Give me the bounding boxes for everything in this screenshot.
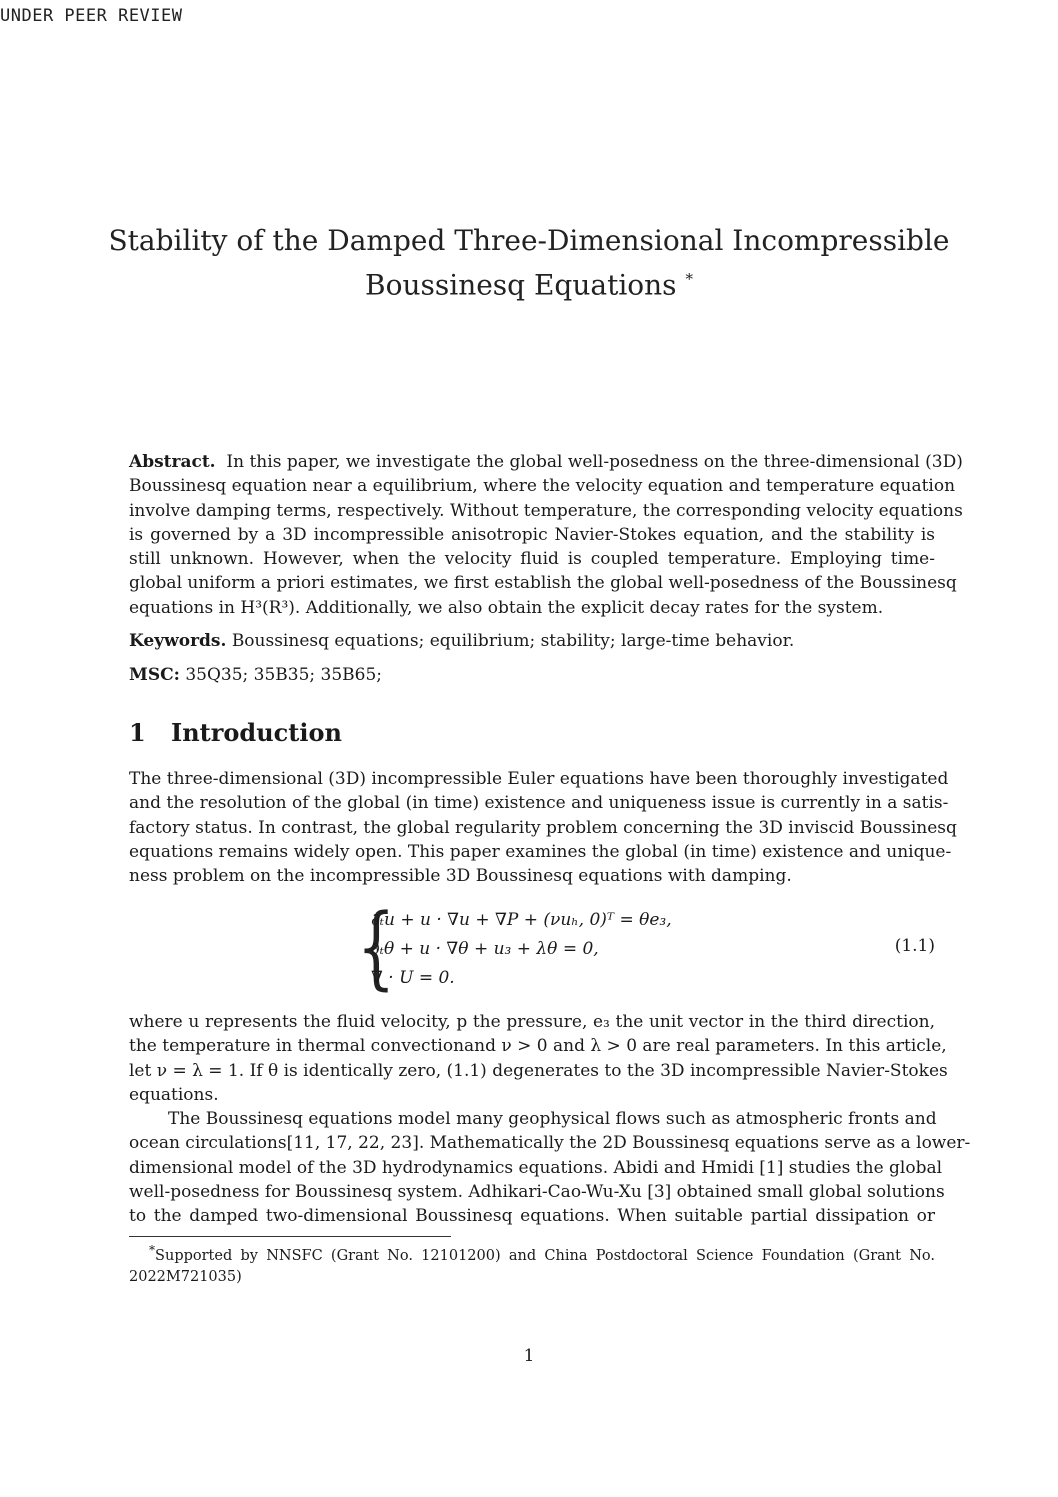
abstract xyxy=(129,450,963,620)
intro-line: and the resolution of the global (in time) existence and uniqueness issue is currently in a satis- xyxy=(129,793,949,814)
equation-number: (1.1) xyxy=(894,936,935,956)
title-line-1: Stability of the Damped Three-Dimensional Incompressible xyxy=(108,224,950,257)
intro-line: The three-dimensional (3D) incompressible Euler equations have been thoroughly investigated xyxy=(129,769,949,789)
body-line: dimensional model of the 3D hydrodynamics equations. Abidi and Hmidi [1] studies the global xyxy=(129,1157,943,1178)
body-line: let ν = λ = 1. If θ is identically zero, (1.1) degenerates to the 3D incompressible Navier-Stokes xyxy=(129,1060,948,1081)
equation-1-1 xyxy=(357,895,937,1001)
title-footnote-mark: * xyxy=(685,270,693,288)
msc-label: MSC: xyxy=(129,665,180,685)
body-line: The Boussinesq equations model many geophysical flows such as atmospheric fronts and xyxy=(168,1109,937,1129)
intro-line: ness problem on the incompressible 3D Boussinesq equations with damping. xyxy=(129,866,792,887)
keywords-text: Boussinesq equations; equilibrium; stability; large-time behavior. xyxy=(231,631,795,651)
intro-paragraph xyxy=(129,767,957,888)
keywords xyxy=(129,629,935,653)
body-line: to the damped two-dimensional Boussinesq equations. When suitable partial dissipation or xyxy=(129,1206,935,1227)
equation-line: ∇ · U = 0. xyxy=(371,968,455,988)
section-heading xyxy=(129,718,342,747)
second-paragraph xyxy=(129,1107,971,1228)
footnote-line: 2022M721035) xyxy=(129,1268,242,1285)
abstract-line: In this paper, we investigate the global well-posedness on the three-dimensional (3D) xyxy=(226,452,963,472)
msc xyxy=(129,663,935,687)
body-line: ocean circulations[11, 17, 22, 23]. Mathematically the 2D Boussinesq equations serve as a lower- xyxy=(129,1133,971,1154)
abstract-line: global uniform a priori estimates, we first establish the global well-posedness of the Boussinesq xyxy=(129,573,957,594)
footnote-rule xyxy=(129,1236,451,1237)
abstract-line: is governed by a 3D incompressible anisotropic Navier-Stokes equation, and the stability is xyxy=(129,524,935,545)
intro-line: equations remains widely open. This paper examines the global (in time) existence and unique- xyxy=(129,841,952,862)
intro-line: factory status. In contrast, the global regularity problem concerning the 3D inviscid Boussinesq xyxy=(129,817,957,838)
body-line: where u represents the fluid velocity, p the pressure, e₃ the unit vector in the third direction, xyxy=(129,1012,935,1032)
abstract-line: involve damping terms, respectively. Without temperature, the corresponding velocity equations xyxy=(129,500,963,521)
msc-text: 35Q35; 35B35; 35B65; xyxy=(185,665,383,685)
footnote xyxy=(129,1240,935,1288)
watermark: UNDER PEER REVIEW xyxy=(0,6,183,26)
equation-line: ∂ₜu + u · ∇u + ∇P + (νuₕ, 0)ᵀ = θe₃, xyxy=(371,910,672,930)
keywords-label: Keywords. xyxy=(129,631,227,651)
footnote-line: Supported by NNSFC (Grant No. 12101200) and China Postdoctoral Science Foundation (Grant No. xyxy=(155,1247,935,1264)
page-number: 1 xyxy=(523,1346,535,1366)
body-line: well-posedness for Boussinesq system. Adhikari-Cao-Wu-Xu [3] obtained small global solutions xyxy=(129,1181,945,1202)
abstract-line: equations in H³(R³). Additionally, we also obtain the explicit decay rates for the system. xyxy=(129,597,884,618)
section-number: 1 xyxy=(129,718,146,747)
equation-line: ∂ₜθ + u · ∇θ + u₃ + λθ = 0, xyxy=(371,939,599,959)
footnote-mark: * xyxy=(149,1243,156,1257)
section-title: Introduction xyxy=(171,718,342,747)
abstract-line: Boussinesq equation near a equilibrium, where the velocity equation and temperature equation xyxy=(129,476,956,497)
body-line: the temperature in thermal convectionand ν > 0 and λ > 0 are real parameters. In this article, xyxy=(129,1036,947,1057)
paper-title xyxy=(0,222,1058,304)
body-line: equations. xyxy=(129,1084,219,1105)
title-line-2: Boussinesq Equations * xyxy=(365,268,693,302)
abstract-label: Abstract. xyxy=(129,452,216,472)
abstract-line: still unknown. However, when the velocity fluid is coupled temperature. Employing time- xyxy=(129,549,935,570)
left-brace: { xyxy=(357,895,396,1001)
after-equation-paragraph xyxy=(129,1010,948,1107)
